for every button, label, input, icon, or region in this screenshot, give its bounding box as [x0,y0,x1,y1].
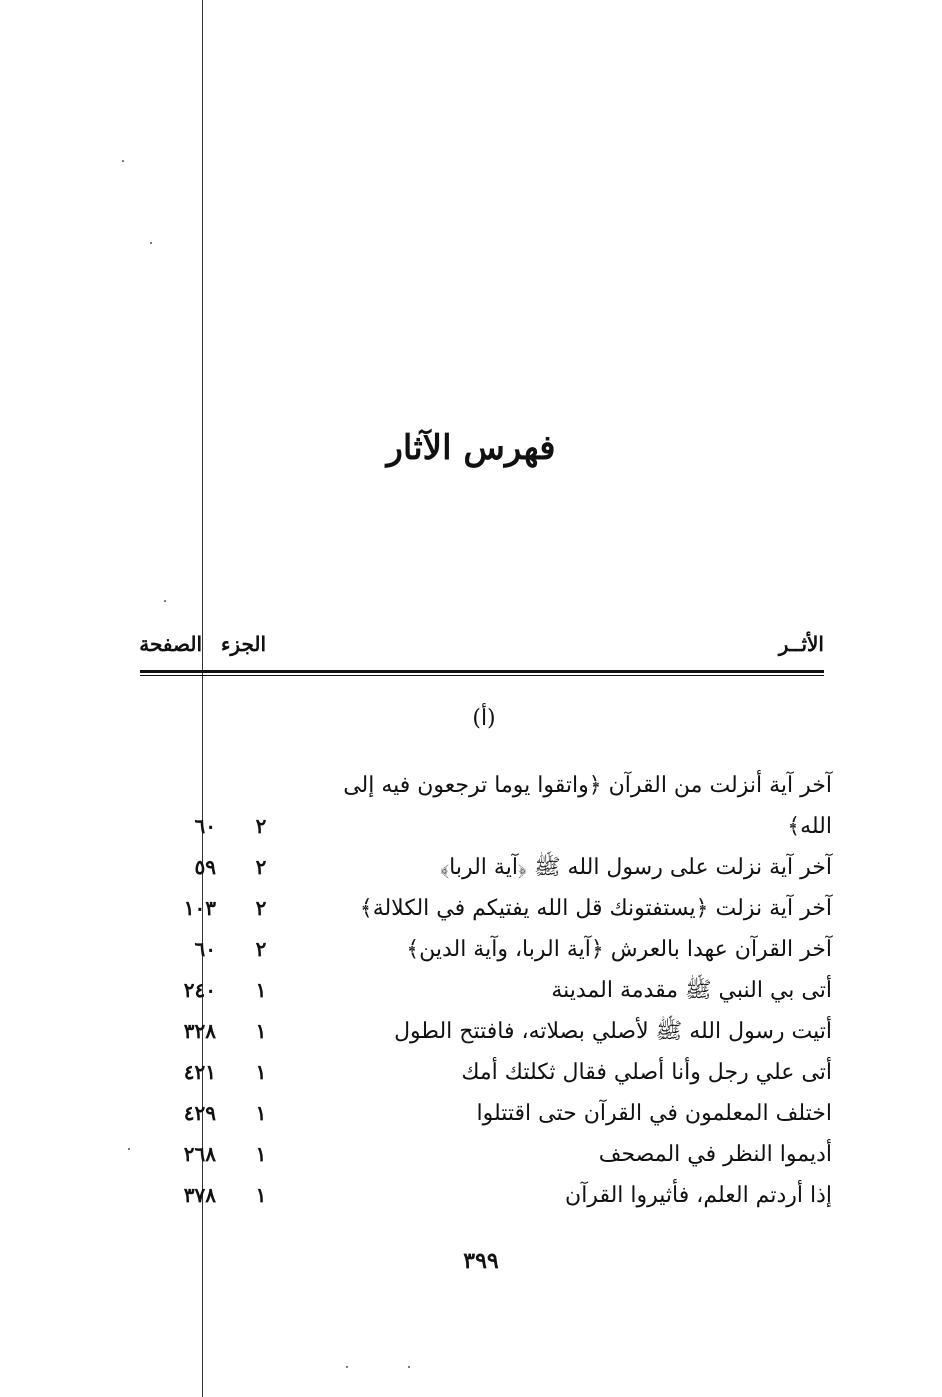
list-item [0,765,942,847]
page-number: ٣٩٩ [463,1248,499,1274]
juz-number: ١ [255,1183,267,1207]
juz-number: ١ [255,1142,267,1166]
list-item [0,970,942,1011]
athar-text: أتيت رسول الله ﷺ لأصلي بصلاته، فافتتح الطول [394,1019,832,1044]
page-ref: ٤٢١ [183,1060,216,1084]
juz-number: ١ [255,978,267,1002]
page-title: فهرس الآثار [386,428,556,468]
athar-text: آخر آية نزلت على رسول الله ﷺ ﴿آية الربا﴾ [440,855,832,880]
column-header-juz: الجزء [221,632,266,656]
page-ref: ٦٠ [194,814,216,838]
scan-speck [122,160,124,162]
scan-speck [346,1366,348,1368]
juz-number: ٢ [255,896,267,920]
athar-text: أديموا النظر في المصحف [598,1142,832,1167]
page-ref: ٦٠ [194,937,216,961]
list-item [0,888,942,929]
column-header-page: الصفحة [139,632,202,656]
juz-number: ١ [255,1060,267,1084]
athar-text: اختلف المعلمون في القرآن حتى اقتتلوا [476,1101,832,1126]
header-rule-thin [140,675,824,676]
juz-number: ٢ [255,937,267,961]
list-item [0,847,942,888]
column-header-athar: الأثــر [778,632,824,656]
page-ref: ١٠٣ [183,896,216,920]
juz-number: ١ [255,1019,267,1043]
section-letter: (أ) [472,706,496,731]
athar-text: أتى علي رجل وأنا أصلي فقال ثكلتك أمك [461,1060,832,1085]
list-item [0,1011,942,1052]
athar-index-list [0,765,942,1216]
page-ref: ٢٤٠ [183,978,216,1002]
page-ref: ٣٧٨ [183,1183,216,1207]
athar-text: آخر القرآن عهدا بالعرش ﴿آية الربا، وآية الدين﴾ [406,937,832,962]
page-ref: ٢٦٨ [183,1142,216,1166]
athar-text: آخر آية نزلت ﴿يستفتونك قل الله يفتيكم في الكلالة﴾ [359,896,832,921]
header-rule [140,670,824,673]
juz-number: ٢ [255,814,267,838]
list-item [0,1134,942,1175]
juz-number: ١ [255,1101,267,1125]
list-item [0,1052,942,1093]
list-item [0,1175,942,1216]
list-item [0,1093,942,1134]
list-item [0,929,942,970]
scan-speck [150,242,152,244]
scan-speck [164,600,166,602]
athar-text: إذا أردتم العلم، فأثيروا القرآن [565,1183,832,1208]
page-ref: ٤٢٩ [183,1101,216,1125]
scan-speck [408,1366,410,1368]
page-ref: ٥٩ [194,855,216,879]
juz-number: ٢ [255,855,267,879]
athar-text: أتى بي النبي ﷺ مقدمة المدينة [551,978,832,1003]
athar-text: آخر آية أنزلت من القرآن ﴿واتقوا يوما ترجعون فيه إلى الله﴾ [343,773,832,839]
page-ref: ٣٢٨ [183,1019,216,1043]
